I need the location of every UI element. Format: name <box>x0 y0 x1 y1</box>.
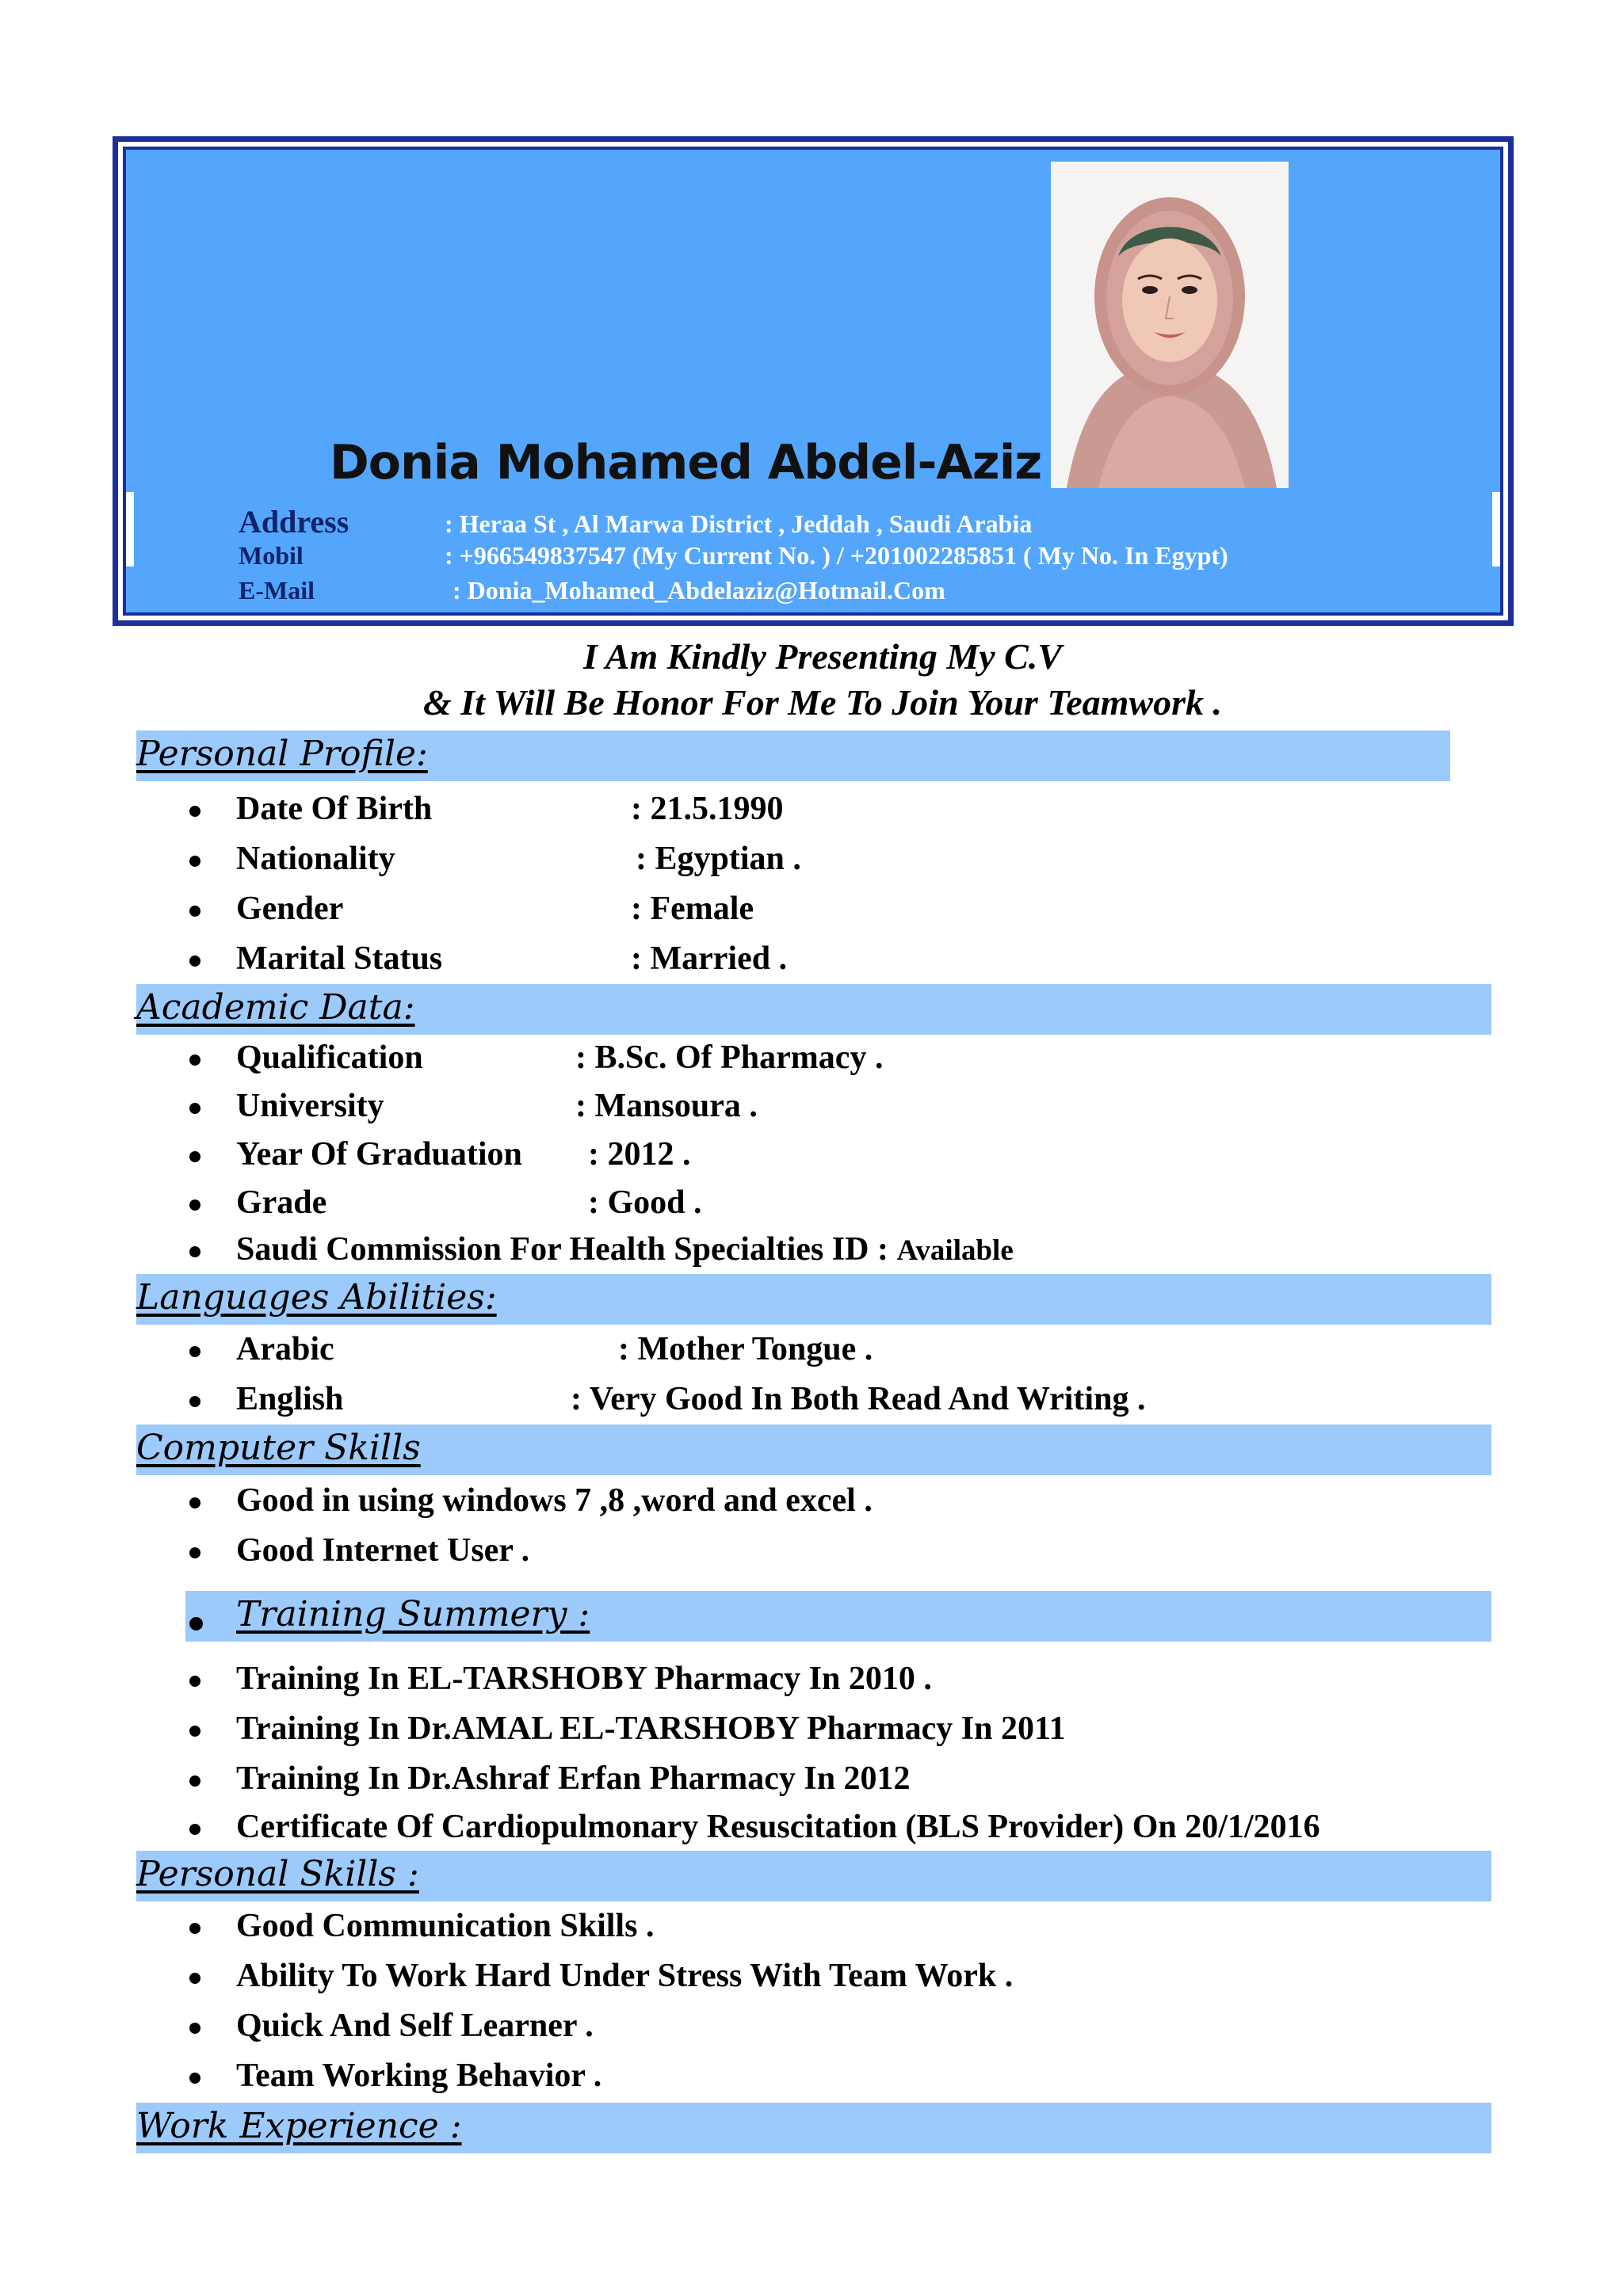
section-title-personal-profile: Personal Profile: <box>136 734 428 774</box>
list-item: Good Internet User . <box>236 1532 530 1569</box>
mobile-label: Mobil <box>239 541 304 570</box>
profile-value: : 21.5.1990 <box>631 791 784 827</box>
cv-header <box>113 136 1514 626</box>
profile-value: : Married . <box>631 940 788 977</box>
training-bullet-icon <box>189 1617 203 1630</box>
section-bar-work-experience <box>136 2103 1491 2153</box>
section-title-languages: Languages Abilities: <box>136 1277 497 1318</box>
mobile-row <box>239 541 1228 570</box>
list-item <box>236 1230 1014 1268</box>
academic-label: University <box>236 1088 384 1124</box>
list-item <box>236 1380 1146 1418</box>
cv-header-panel <box>123 147 1503 616</box>
section-title-computer-skills: Computer Skills <box>136 1428 421 1468</box>
list-item <box>236 840 801 878</box>
address-row <box>239 503 1032 540</box>
scfhs-label: Saudi Commission For Health Specialties ID : <box>236 1231 897 1268</box>
list-item: Training In Dr.AMAL EL-TARSHOBY Pharmacy In 2011 <box>236 1711 1066 1747</box>
list-item <box>236 1330 873 1368</box>
profile-photo <box>1051 162 1289 488</box>
academic-label: Year Of Graduation <box>236 1136 522 1173</box>
profile-value: : Female <box>631 891 754 927</box>
section-title-training: Training Summery : <box>236 1594 590 1634</box>
list-item: Quick And Self Learner . <box>236 2008 594 2044</box>
academic-value: : B.Sc. Of Pharmacy . <box>575 1039 884 1076</box>
section-bar-languages <box>136 1274 1491 1325</box>
header-side-mark-left <box>126 492 134 566</box>
section-title-academic-data: Academic Data: <box>136 987 415 1028</box>
academic-label: Qualification <box>236 1039 423 1076</box>
address-value: : Heraa St , Al Marwa District , Jeddah , Saudi Arabia <box>445 509 1033 538</box>
language-value: : Very Good In Both Read And Writing . <box>571 1381 1146 1417</box>
profile-label: Date Of Birth <box>236 791 433 827</box>
academic-label: Grade <box>236 1184 327 1221</box>
section-bar-personal-profile <box>136 730 1450 781</box>
list-item: Training In Dr.Ashraf Erfan Pharmacy In 2012 <box>236 1760 911 1797</box>
profile-value: : Egyptian . <box>636 841 801 877</box>
list-item: Team Working Behavior . <box>236 2058 602 2094</box>
language-label: Arabic <box>236 1331 334 1367</box>
language-label: English <box>236 1381 344 1417</box>
email-value[interactable]: : Donia_Mohamed_Abdelaziz@Hotmail.Com <box>453 576 945 605</box>
language-value: : Mother Tongue . <box>618 1331 873 1367</box>
list-item: Certificate Of Cardiopulmonary Resuscitation (BLS Provider) On 20/1/2016 <box>236 1809 1320 1845</box>
list-item <box>236 1087 758 1125</box>
section-title-personal-skills: Personal Skills : <box>136 1854 419 1894</box>
list-item <box>236 890 754 928</box>
email-row <box>239 576 945 605</box>
list-item <box>236 940 788 978</box>
header-side-mark-right <box>1492 492 1500 566</box>
list-item: Training In EL-TARSHOBY Pharmacy In 2010 . <box>236 1661 932 1697</box>
academic-value: : Good . <box>588 1184 702 1221</box>
profile-label: Gender <box>236 891 344 927</box>
profile-label: Marital Status <box>236 940 443 977</box>
section-bar-training <box>185 1591 1491 1642</box>
scfhs-value: Available <box>896 1234 1014 1267</box>
academic-value: : Mansoura . <box>575 1088 758 1124</box>
academic-value: : 2012 . <box>588 1136 691 1173</box>
list-item: Good in using windows 7 ,8 ,word and excel . <box>236 1482 873 1519</box>
profile-label: Nationality <box>236 841 395 877</box>
list-item <box>236 790 784 828</box>
section-bar-computer-skills <box>136 1425 1491 1475</box>
mobile-value: : +966549837547 (My Current No. ) / +201002285851 ( My No. In Egypt) <box>445 541 1228 570</box>
section-title-work-experience: Work Experience : <box>136 2106 462 2146</box>
section-bar-academic-data <box>136 984 1491 1035</box>
profile-photo-icon <box>1051 162 1289 488</box>
candidate-name: Donia Mohamed Abdel-Aziz <box>330 435 1042 490</box>
list-item: Ability To Work Hard Under Stress With Team Work . <box>236 1958 1014 1994</box>
address-label: Address <box>239 504 349 540</box>
intro-line-2: & It Will Be Honor For Me To Join Your Teamwork . <box>423 682 1222 723</box>
intro-line-1: I Am Kindly Presenting My C.V <box>582 636 1063 677</box>
email-label: E-Mail <box>239 576 315 605</box>
section-bar-personal-skills <box>136 1851 1491 1901</box>
list-item <box>236 1039 884 1077</box>
list-item <box>236 1184 702 1222</box>
list-item: Good Communication Skills . <box>236 1908 655 1944</box>
list-item <box>236 1135 691 1173</box>
